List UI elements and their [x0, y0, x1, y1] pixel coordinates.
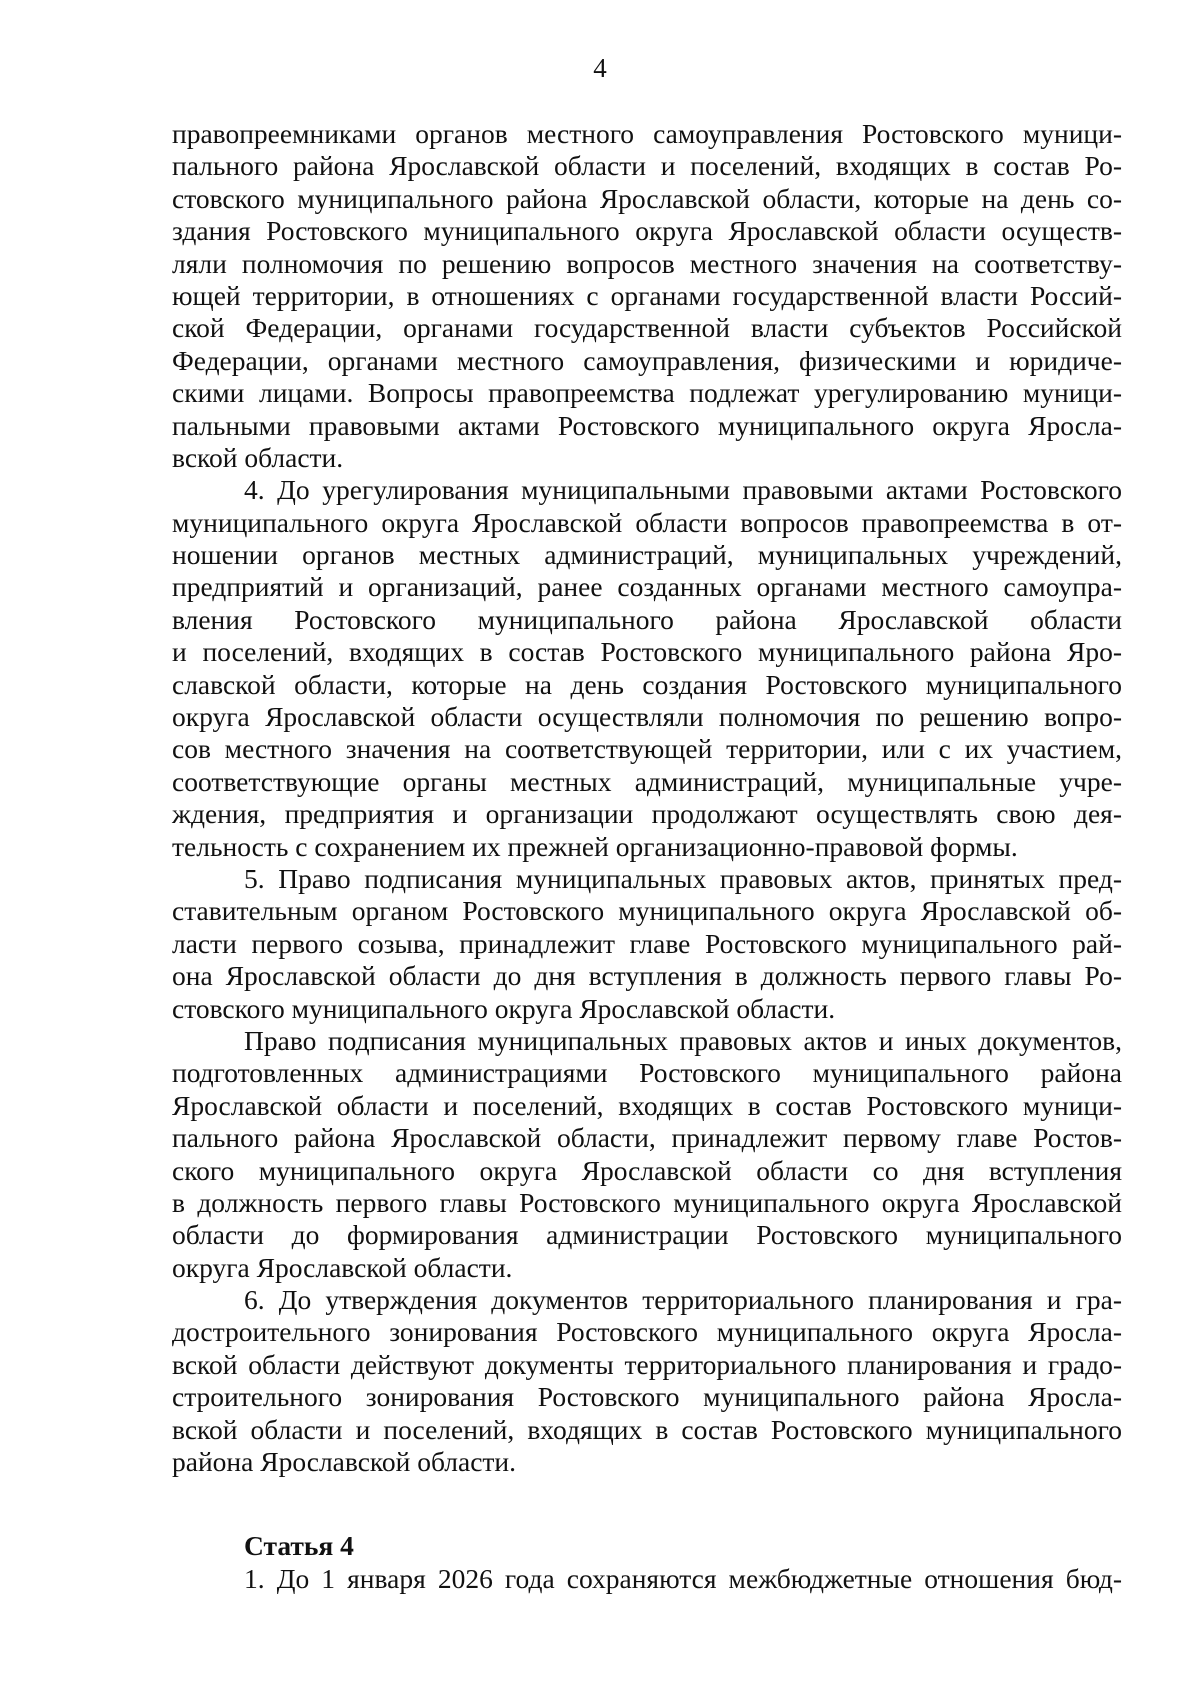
text-line: ющей территории, в отношениях с органами государственной власти Россий- — [172, 279, 1122, 311]
text-line: ждения, предприятия и организации продолжают осуществлять свою дея- — [172, 798, 1122, 830]
text-line: предприятий и организаций, ранее созданных органами местного самоупра- — [172, 571, 1122, 603]
text-line: вской области. — [172, 441, 344, 473]
text-line: стовского муниципального округа Ярославской области. — [172, 992, 836, 1024]
text-line: ставительным органом Ростовского муниципального округа Ярославской об- — [172, 895, 1122, 927]
article-heading: Статья 4 — [244, 1530, 354, 1562]
text-line: соответствующие органы местных администраций, муниципальные учре- — [172, 765, 1122, 797]
text-line: здания Ростовского муниципального округа Ярославской области осуществ- — [172, 215, 1122, 247]
text-line: она Ярославской области до дня вступления в должность первого главы Ро- — [172, 960, 1122, 992]
text-line: в должность первого главы Ростовского муниципального округа Ярославской — [172, 1186, 1122, 1218]
text-line: сов местного значения на соответствующей территории, или с их участием, — [172, 733, 1122, 765]
text-line: правопреемниками органов местного самоуправления Ростовского муници- — [172, 118, 1122, 149]
text-line: тельность с сохранением их прежней организационно-правовой формы. — [172, 830, 1018, 862]
paragraph-item-4 — [172, 474, 1122, 863]
text-line: области до формирования администрации Ростовского муниципального — [172, 1219, 1122, 1251]
text-line: строительного зонирования Ростовского муниципального района Яросла- — [172, 1381, 1122, 1413]
text-line: вской области действуют документы территориального планирования и градо- — [172, 1348, 1122, 1380]
document-body — [172, 118, 1122, 1595]
text-line: ношении органов местных администраций, муниципальных учреждений, — [172, 539, 1122, 571]
article-first-line: 1. До 1 января 2026 года сохраняются межбюджетные отношения бюд- — [244, 1562, 1122, 1594]
text-line: Ярославской области и поселений, входящих в состав Ростовского муници- — [172, 1089, 1122, 1121]
paragraph-item-6 — [172, 1284, 1122, 1478]
text-line: ского муниципального округа Ярославской области со дня вступления — [172, 1154, 1122, 1186]
text-line: 6. До утверждения документов территориального планирования и гра- — [244, 1284, 1122, 1316]
article-spacer — [172, 1478, 1122, 1530]
text-line: вления Ростовского муниципального района Ярославской области — [172, 603, 1122, 635]
paragraph-item-5 — [172, 863, 1122, 1025]
text-line: ской Федерации, органами государственной власти субъектов Российской — [172, 312, 1122, 344]
text-line: округа Ярославской области. — [172, 1251, 513, 1283]
text-line: муниципального округа Ярославской области вопросов правопреемства в от- — [172, 506, 1122, 538]
text-line: Федерации, органами местного самоуправления, физическими и юридиче- — [172, 344, 1122, 376]
text-line: стовского муниципального района Ярославской области, которые на день со- — [172, 182, 1122, 214]
text-line: пальными правовыми актами Ростовского муниципального округа Яросла- — [172, 409, 1122, 441]
text-line: округа Ярославской области осуществляли полномочия по решению вопро- — [172, 701, 1122, 733]
text-line: ляли полномочия по решению вопросов местного значения на соответству- — [172, 247, 1122, 279]
text-line: пального района Ярославской области, принадлежит первому главе Ростов- — [172, 1122, 1122, 1154]
text-line: Право подписания муниципальных правовых актов и иных документов, — [244, 1024, 1122, 1056]
text-line: вской области и поселений, входящих в состав Ростовского муниципального — [172, 1413, 1122, 1445]
paragraph-continuation — [172, 118, 1122, 474]
text-line: 5. Право подписания муниципальных правовых актов, принятых пред- — [244, 862, 1122, 894]
text-line: ласти первого созыва, принадлежит главе Ростовского муниципального рай- — [172, 927, 1122, 959]
paragraph-item-5-signing — [172, 1025, 1122, 1284]
page-number: 4 — [593, 53, 607, 83]
text-line: 4. До урегулирования муниципальными правовыми актами Ростовского — [244, 474, 1122, 506]
text-line: подготовленных администрациями Ростовского муниципального района — [172, 1057, 1122, 1089]
text-line: и поселений, входящих в состав Ростовского муниципального района Яро- — [172, 636, 1122, 668]
text-line: скими лицами. Вопросы правопреемства подлежат урегулированию муници- — [172, 377, 1122, 409]
text-line: пального района Ярославской области и поселений, входящих в состав Ро- — [172, 150, 1122, 182]
text-line: района Ярославской области. — [172, 1446, 517, 1478]
text-line: славской области, которые на день создания Ростовского муниципального — [172, 668, 1122, 700]
text-line: достроительного зонирования Ростовского муниципального округа Яросла- — [172, 1316, 1122, 1348]
